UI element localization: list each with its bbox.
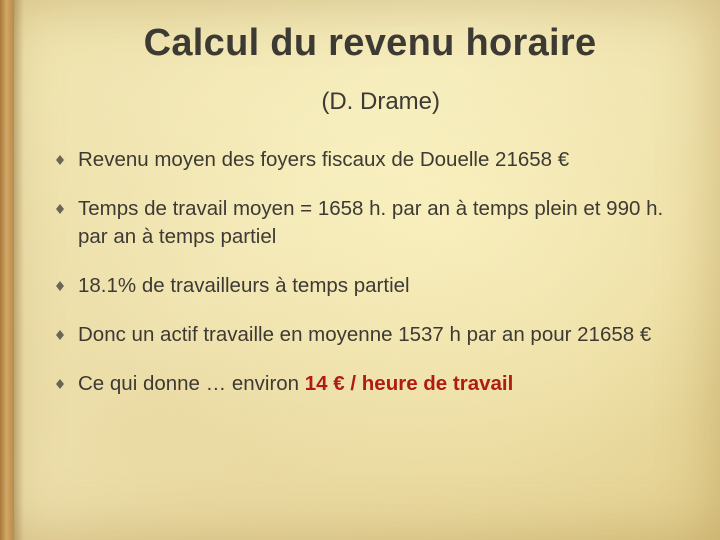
book-binding bbox=[0, 0, 14, 540]
bullet-text: Revenu moyen des foyers fiscaux de Douelle 21658 € bbox=[78, 148, 570, 171]
bullet-item bbox=[55, 370, 675, 398]
bullet-text: 18.1% de travailleurs à temps partiel bbox=[78, 274, 410, 297]
bullet-item bbox=[55, 146, 675, 174]
diamond-bullet-icon bbox=[55, 379, 65, 389]
bullet-text: Donc un actif travaille en moyenne 1537 h par an pour 21658 € bbox=[78, 323, 652, 346]
bullet-list bbox=[55, 146, 675, 419]
binding-shadow bbox=[14, 0, 24, 540]
bullet-item bbox=[55, 272, 675, 300]
diamond-bullet-icon bbox=[55, 204, 65, 214]
slide-subtitle: (D. Drame) bbox=[321, 88, 440, 115]
bullet-text: Temps de travail moyen = 1658 h. par an à temps plein et 990 h. par an à temps partiel bbox=[78, 197, 664, 248]
diamond-bullet-icon bbox=[55, 330, 65, 340]
bullet-text: Ce qui donne … environ bbox=[78, 372, 305, 395]
slide-title: Calcul du revenu horaire bbox=[143, 22, 597, 64]
bullet-item bbox=[55, 195, 675, 251]
diamond-bullet-icon bbox=[55, 155, 65, 165]
diamond-bullet-icon bbox=[55, 281, 65, 291]
bullet-item bbox=[55, 321, 675, 349]
result-highlight: 14 € / heure de travail bbox=[304, 372, 514, 395]
